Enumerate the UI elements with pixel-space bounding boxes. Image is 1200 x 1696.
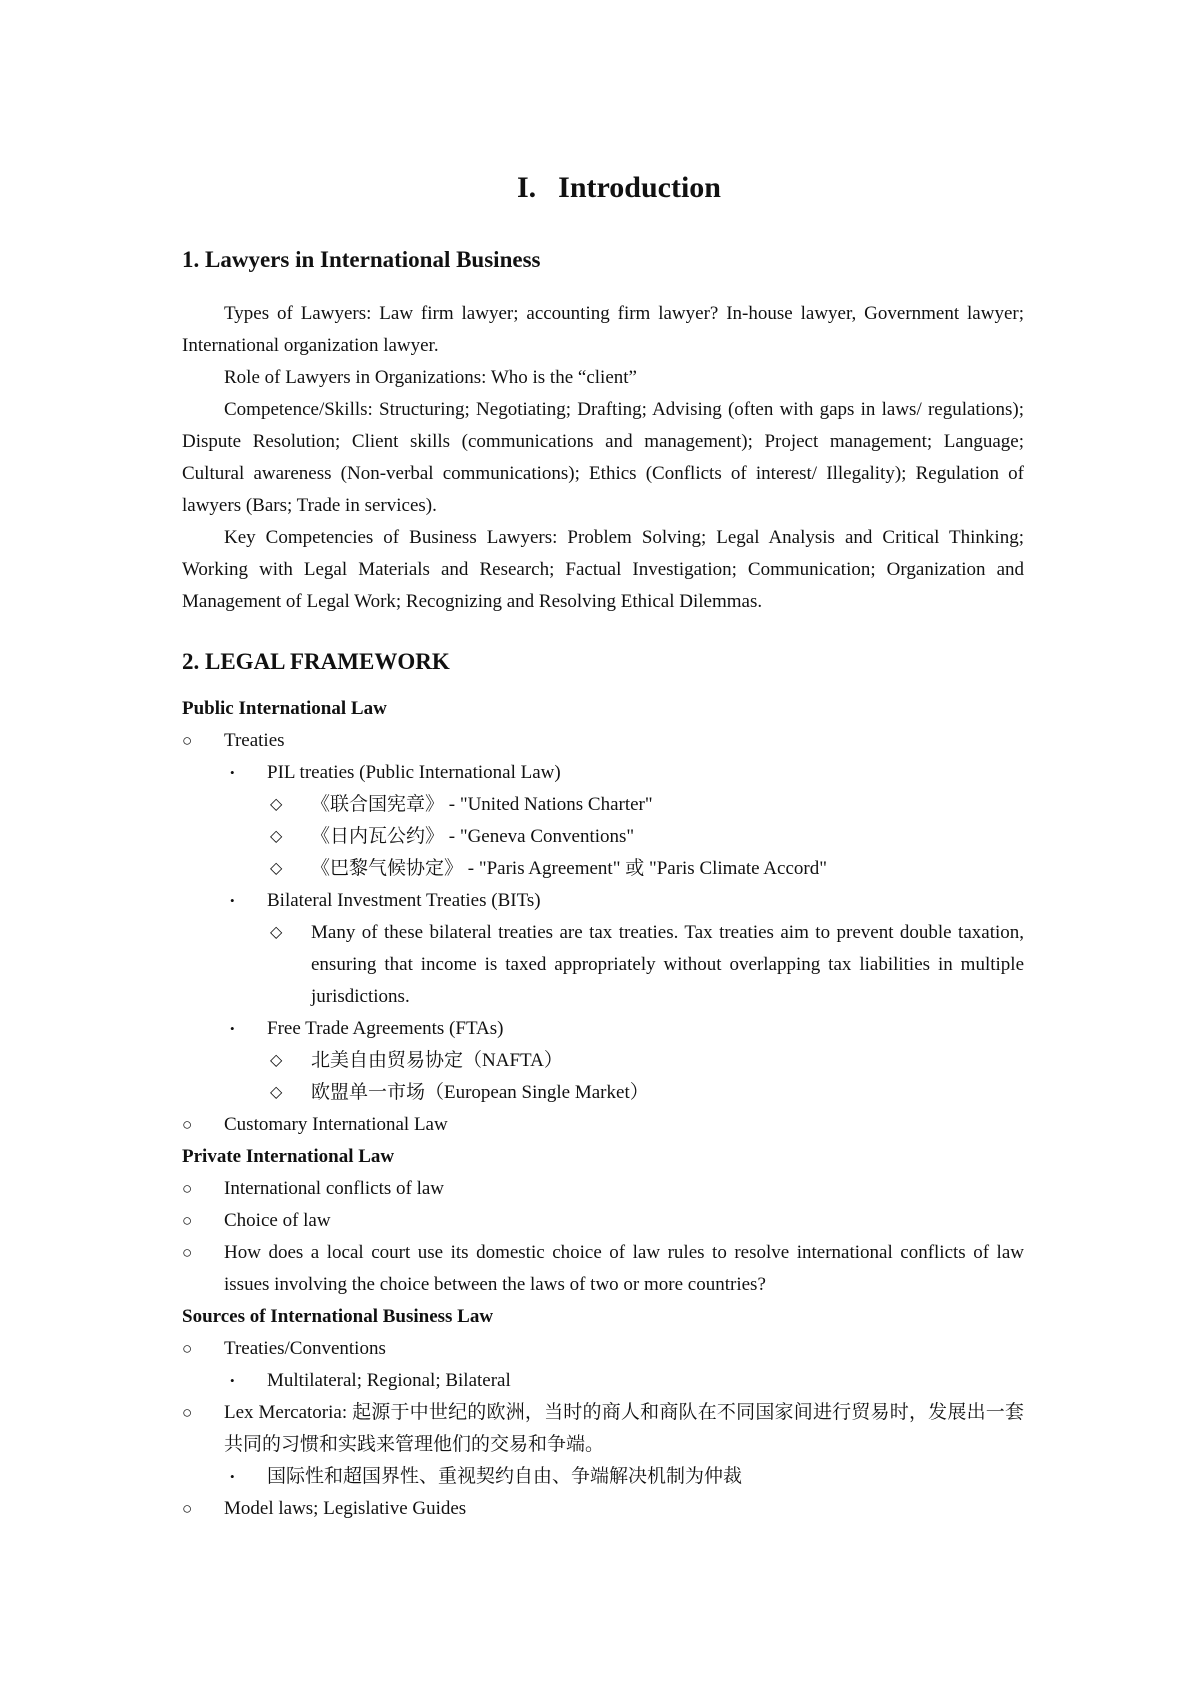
paragraph-competence-skills: Competence/Skills: Structuring; Negotiating; Drafting; Advising (often with gaps in laws/ regulations); Dispute Resolution; Client skills (communications and management); Project management; Language; Cultural awareness (Non-verbal communications); Ethics (Conflicts of interest/ Illegality); Regulation of lawyers (Bars; Trade in services). xyxy=(182,398,1024,516)
list-item xyxy=(182,1205,1024,1237)
list-item xyxy=(182,725,1024,757)
list-item xyxy=(182,1461,1024,1493)
list-item-text: Model laws; Legislative Guides xyxy=(224,1498,467,1520)
section-heading-lawyers: 1. Lawyers in International Business xyxy=(182,247,541,272)
dot-bullet-icon: • xyxy=(230,1021,235,1037)
list-item-text: Multilateral; Regional; Bilateral xyxy=(267,1370,511,1392)
paragraph-types-of-lawyers: Types of Lawyers: Law firm lawyer; accounting firm lawyer? In-house lawyer, Government lawyer; International organization lawyer. xyxy=(182,302,1024,356)
diamond-bullet-icon: ◇ xyxy=(270,860,283,878)
list-item-text: PIL treaties (Public International Law) xyxy=(267,762,561,784)
list-item-text: 北美自由贸易协定（NAFTA） xyxy=(311,1050,563,1072)
list-item xyxy=(182,1109,1024,1141)
list-item xyxy=(182,821,1024,853)
subheading-sources-of-international-business-law: Sources of International Business Law xyxy=(182,1306,494,1328)
list-item-text: Treaties/Conventions xyxy=(224,1338,386,1360)
list-item xyxy=(182,1493,1024,1525)
list-item xyxy=(182,1045,1024,1077)
list-item xyxy=(182,853,1024,885)
circle-bullet-icon: ○ xyxy=(182,1339,193,1359)
dot-bullet-icon: • xyxy=(230,893,235,909)
list-item xyxy=(182,1365,1024,1397)
page-title xyxy=(198,170,1040,206)
circle-bullet-icon: ○ xyxy=(182,1403,193,1423)
list-item-text: How does a local court use its domestic choice of law rules to resolve international conflicts of law issues involving the choice between the laws of two or more countries? xyxy=(224,1242,1024,1296)
list-item xyxy=(182,1397,1024,1461)
list-item-text: Lex Mercatoria: 起源于中世纪的欧洲，当时的商人和商队在不同国家间进行贸易时，发展出一套共同的习惯和实践来管理他们的交易和争端。 xyxy=(224,1402,1024,1456)
list-item-text: 《巴黎气候协定》 - "Paris Agreement" 或 "Paris Climate Accord" xyxy=(311,858,827,880)
subheading-private-international-law: Private International Law xyxy=(182,1146,395,1168)
list-item-text: Bilateral Investment Treaties (BITs) xyxy=(267,890,541,912)
circle-bullet-icon: ○ xyxy=(182,1211,193,1231)
circle-bullet-icon: ○ xyxy=(182,1115,193,1135)
section-heading-legal-framework: 2. LEGAL FRAMEWORK xyxy=(182,648,450,674)
circle-bullet-icon: ○ xyxy=(182,1179,193,1199)
diamond-bullet-icon: ◇ xyxy=(270,1084,283,1102)
circle-bullet-icon: ○ xyxy=(182,1499,193,1519)
list-item xyxy=(182,757,1024,789)
list-item xyxy=(182,1077,1024,1109)
list-item-text: Treaties xyxy=(224,730,285,752)
list-item-text: 《日内瓦公约》 - "Geneva Conventions" xyxy=(311,826,635,848)
subheading-public-international-law: Public International Law xyxy=(182,698,387,720)
diamond-bullet-icon: ◇ xyxy=(270,828,283,846)
paragraph-role-of-lawyers: Role of Lawyers in Organizations: Who is the “client” xyxy=(224,366,637,388)
list-item-text: International conflicts of law xyxy=(224,1178,445,1200)
paragraph-key-competencies: Key Competencies of Business Lawyers: Problem Solving; Legal Analysis and Critical Thinking; Working with Legal Materials and Research; Factual Investigation; Communication; Organization and Management of Legal Work; Recognizing and Resolving Ethical Dilemmas. xyxy=(182,526,1024,612)
diamond-bullet-icon: ◇ xyxy=(270,924,283,942)
list-item-text: Choice of law xyxy=(224,1210,331,1232)
list-item xyxy=(182,885,1024,917)
list-item-text: 欧盟单一市场（European Single Market） xyxy=(311,1082,649,1104)
dot-bullet-icon: • xyxy=(230,765,235,781)
list-item xyxy=(182,789,1024,821)
list-item xyxy=(182,1013,1024,1045)
list-item-text: 国际性和超国界性、重视契约自由、争端解决机制为仲裁 xyxy=(267,1466,743,1488)
diamond-bullet-icon: ◇ xyxy=(270,1052,283,1070)
title-text: Introduction xyxy=(558,171,721,204)
circle-bullet-icon: ○ xyxy=(182,731,193,751)
diamond-bullet-icon: ◇ xyxy=(270,796,283,814)
title-number: I. xyxy=(516,171,537,204)
list-item-text: Free Trade Agreements (FTAs) xyxy=(267,1018,504,1040)
list-item-text: Many of these bilateral treaties are tax treaties. Tax treaties aim to prevent double taxation, ensuring that income is taxed appropriately without overlapping tax liabilities in multiple jurisdictions. xyxy=(311,922,1024,1008)
list-item xyxy=(182,917,1024,1013)
page-content xyxy=(182,160,1024,1525)
circle-bullet-icon: ○ xyxy=(182,1243,193,1263)
list-item-text: 《联合国宪章》 - "United Nations Charter" xyxy=(311,794,653,816)
list-item-text: Customary International Law xyxy=(224,1114,448,1136)
list-item xyxy=(182,1333,1024,1365)
dot-bullet-icon: • xyxy=(230,1373,235,1389)
list-item xyxy=(182,1173,1024,1205)
list-item xyxy=(182,1237,1024,1301)
dot-bullet-icon: • xyxy=(230,1469,235,1485)
